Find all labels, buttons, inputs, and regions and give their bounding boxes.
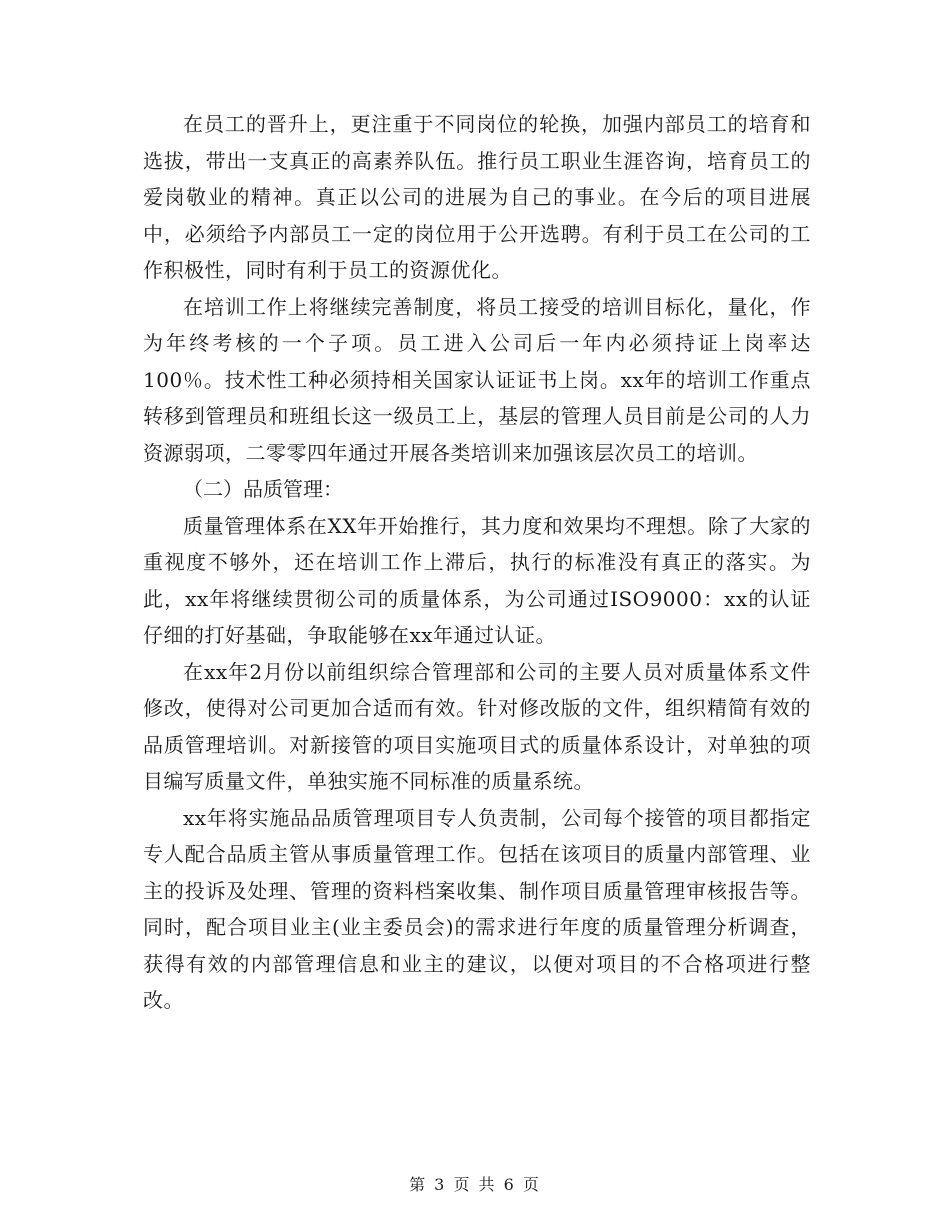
paragraph-responsibility: xx年将实施品品质管理项目专人负责制，公司每个接管的项目都指定专人配合品质主管从事质量管理工作。包括在该项目的质量内部管理、业主的投诉及处理、管理的资料档案收集、制作项目质量管理审核报告等。同时，配合项目业主(业主委员会)的需求进行年度的质量管理分析调查，获得有效的内部管理信息和业主的建议，以便对项目的不合格项进行整改。 [143, 805, 811, 1012]
paragraph-quality-system: 质量管理体系在XX年开始推行，其力度和效果均不理想。除了大家的重视度不够外，还在培训工作上滞后，执行的标准没有真正的落实。为此，xx年将继续贯彻公司的质量体系，为公司通过ISO9000：xx的认证仔细的打好基础，争取能够在xx年通过认证。 [143, 513, 811, 647]
paragraph-document-revision: 在xx年2月份以前组织综合管理部和公司的主要人员对质量体系文件修改，使得对公司更加合适而有效。针对修改版的文件，组织精简有效的品质管理培训。对新接管的项目实施项目式的质量体系设计，对单独的项目编写质量文件，单独实施不同标准的质量系统。 [143, 659, 811, 793]
document-body [143, 106, 811, 1019]
section-heading-quality: （二）品质管理： [183, 477, 343, 501]
paragraph-training: 在培训工作上将继续完善制度，将员工接受的培训目标化，量化，作为年终考核的一个子项。员工进入公司后一年内必须持证上岗率达100％。技术性工种必须持相关国家认证证书上岗。xx年的培训工作重点转移到管理员和班组长这一级员工上，基层的管理人员目前是公司的人力资源弱项，二零零四年通过开展各类培训来加强该层次员工的培训。 [143, 294, 811, 465]
paragraph-promotion: 在员工的晋升上，更注重于不同岗位的轮换，加强内部员工的培育和选拔，带出一支真正的高素养队伍。推行员工职业生涯咨询，培育员工的爱岗敬业的精神。真正以公司的进展为自己的事业。在今后的项目进展中，必须给予内部员工一定的岗位用于公开选聘。有利于员工在公司的工作积极性，同时有利于员工的资源优化。 [143, 112, 811, 282]
page-number-footer: 第 3 页 共 6 页 [409, 1175, 541, 1194]
